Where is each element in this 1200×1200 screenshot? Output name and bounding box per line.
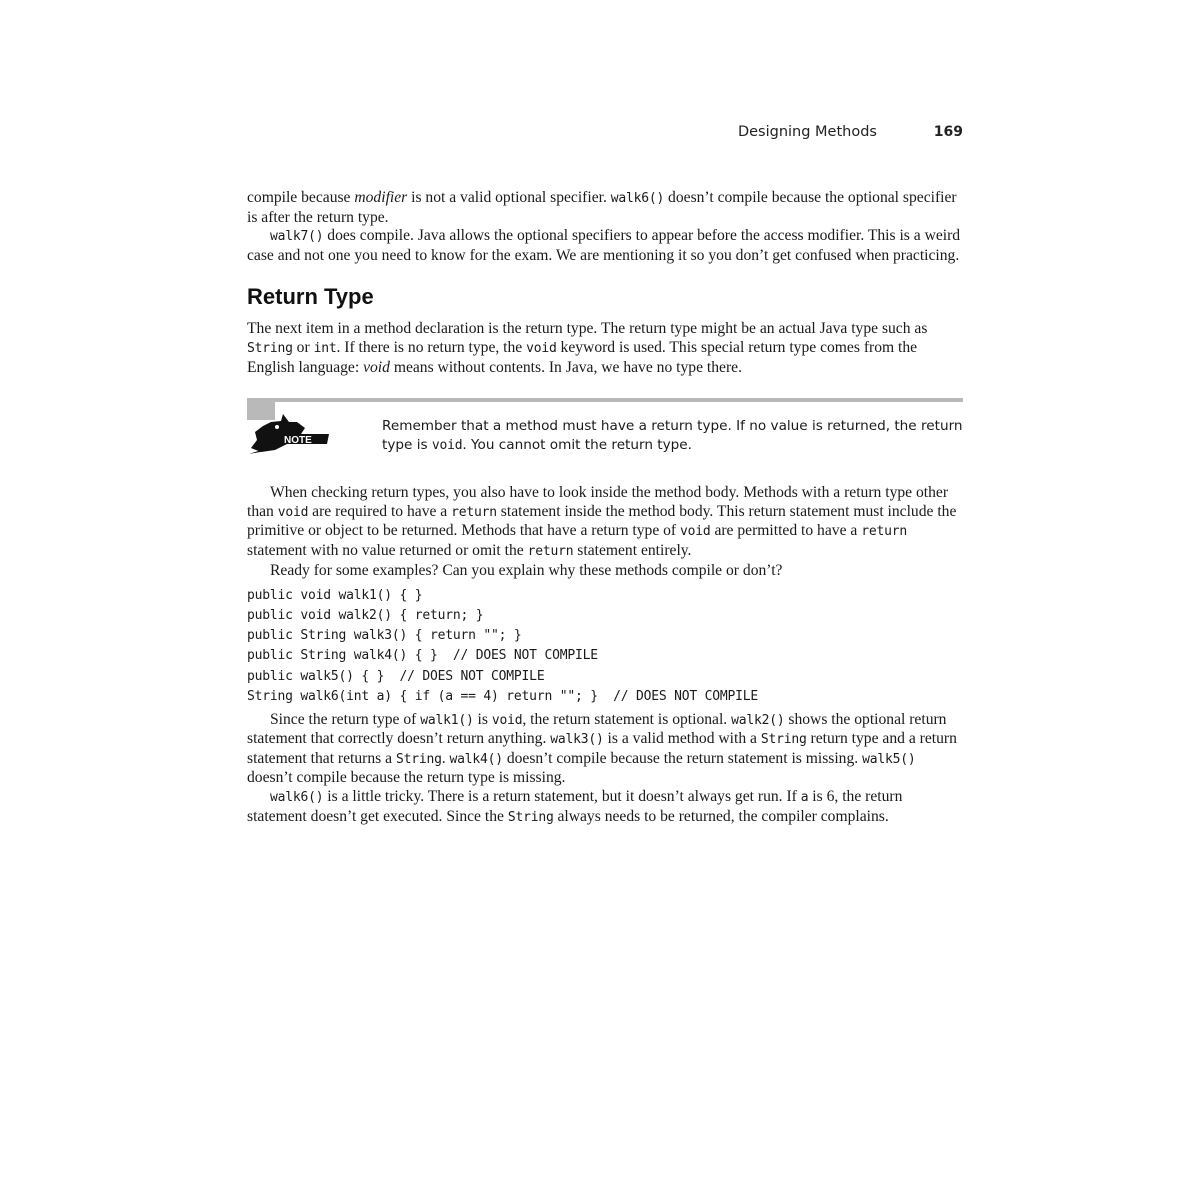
code-line: public void walk1() { } [247, 588, 423, 604]
text: shows the optional return statement that correctly doesn’t return anything. [247, 710, 947, 748]
note-icon-label: NOTE [284, 435, 312, 447]
text: is a little tricky. There is a return statement, but it doesn’t always get run. If [323, 788, 801, 806]
text: means without contents. In Java, we have no type there. [389, 358, 742, 376]
text: does compile. Java allows the optional specifiers to appear before the access modifier. This is a weird case and not one you need to know for the exam. We are mentioning it so you don’t get confused when practicing. [247, 227, 961, 264]
text: or [292, 338, 314, 356]
text: statement with no value returned or omit the [247, 541, 528, 559]
text: statement inside the method body. This return statement must include the primitive or object to be returned. Methods that have a return type of [247, 502, 957, 540]
inline-code: walk5() [862, 751, 916, 767]
inline-code: void [431, 437, 463, 453]
text: doesn’t compile because the return type is missing. [247, 769, 566, 787]
note-text [382, 417, 963, 455]
inline-code: return [861, 524, 907, 540]
text: When checking return types, you also have to look inside the method body. Methods with a return type other than [247, 484, 949, 520]
code-line: public walk5() { } // DOES NOT COMPILE [247, 668, 545, 684]
inline-code: String [760, 732, 807, 748]
intro-paragraph-1 [247, 189, 963, 227]
code-line: public String walk4() { } // DOES NOT COMPILE [247, 648, 598, 664]
text: statement entirely. [573, 541, 692, 559]
inline-code: void [680, 524, 711, 540]
text: Remember that a method must have a return type. If no value is returned, the return type is [382, 418, 963, 453]
text: compile because [247, 189, 355, 206]
text: keyword is used. This special return type comes from the English language: [247, 338, 918, 376]
text: is 6, the return statement doesn’t get executed. Since the [247, 788, 903, 825]
text: Since the return type of [270, 710, 421, 728]
inline-code: walk1() [420, 712, 474, 728]
running-head-title: Designing Methods [737, 124, 877, 140]
code-line: public String walk3() { return ""; } [247, 628, 522, 644]
explanation-paragraph-2 [247, 788, 963, 827]
inline-code: void [277, 504, 309, 520]
book-page [247, 0, 963, 1200]
running-head [247, 124, 963, 144]
note-icon [247, 410, 333, 458]
inline-code: walk7() [270, 229, 324, 245]
emphasis: modifier [354, 189, 408, 206]
text: . You cannot omit the return type. [462, 436, 692, 453]
inline-code: int [313, 340, 337, 356]
section-heading: Return Type [247, 284, 374, 310]
text: doesn’t compile because the optional specifier is after the return type. [247, 189, 957, 226]
inline-code: void [491, 712, 523, 728]
inline-code: a [800, 790, 809, 806]
text: are permitted to have a [710, 522, 862, 540]
code-line: public void walk2() { return; } [247, 608, 484, 624]
text: is [473, 710, 492, 728]
inline-code: walk6() [270, 790, 324, 806]
page-body [247, 189, 963, 827]
body-paragraph-2: Ready for some examples? Can you explain why these methods compile or don’t? [270, 561, 783, 579]
text: , the return statement is optional. [522, 710, 732, 728]
text: doesn’t compile because the return statement is missing. [502, 749, 863, 767]
text: is a valid method with a [603, 730, 761, 748]
inline-code: return [451, 504, 497, 520]
inline-code: String [507, 809, 554, 825]
inline-code: walk6() [610, 191, 665, 206]
text: . If there is no return type, the [336, 338, 527, 356]
body-paragraph-1 [247, 484, 963, 561]
text: is not a valid optional specifier. [407, 189, 611, 206]
text: The next item in a method declaration is the return type. The return type might be an actual Java type such as [247, 320, 928, 338]
text: always needs to be returned, the compiler complains. [553, 807, 889, 825]
emphasis: void [363, 358, 390, 376]
inline-code: walk3() [550, 732, 604, 748]
inline-code: return [527, 543, 574, 559]
inline-code: String [395, 751, 442, 767]
section-paragraph-1 [247, 320, 963, 377]
inline-code: void [526, 340, 557, 356]
note-box [247, 398, 963, 460]
inline-code: walk2() [731, 712, 785, 728]
inline-code: walk4() [449, 751, 503, 767]
explanation-paragraph-1 [247, 711, 963, 788]
text: are required to have a [308, 502, 452, 520]
intro-paragraph-2 [247, 227, 963, 265]
code-listing [247, 586, 963, 707]
page-number: 169 [933, 124, 963, 140]
text: return type and a return statement that returns a [247, 730, 957, 767]
code-line: String walk6(int a) { if (a == 4) return ""; } // DOES NOT COMPILE [247, 688, 758, 704]
text: . [441, 749, 450, 767]
inline-code: String [247, 340, 293, 356]
